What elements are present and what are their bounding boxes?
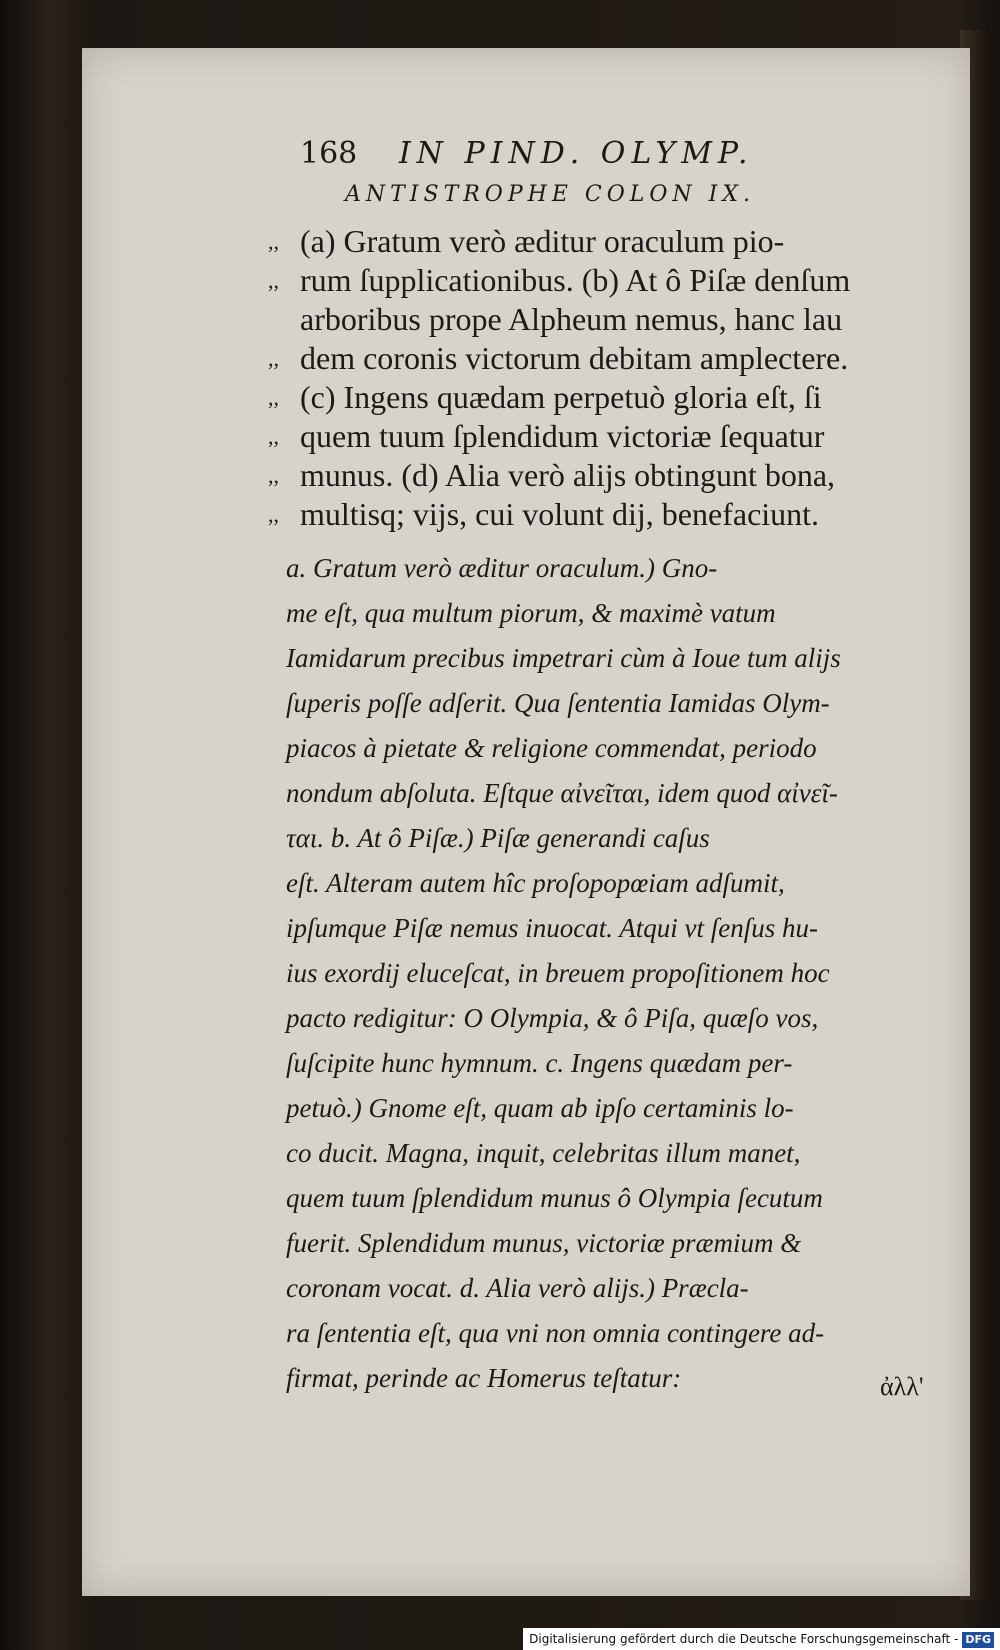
verse-text: (a) Gratum verò æditur oraculum pio-	[300, 223, 785, 259]
quote-mark: ,,	[268, 229, 279, 254]
quote-mark: ,,	[268, 346, 279, 371]
verse-text: dem coronis victorum debitam amplectere.	[300, 340, 849, 376]
verse-line	[268, 417, 948, 456]
verse-line	[268, 495, 948, 534]
quote-mark: ,,	[268, 385, 279, 410]
commentary-line: petuò.) Gnome eſt, quam ab ipſo certaminis lo-	[286, 1093, 794, 1123]
verse-line	[268, 456, 948, 495]
verse-text: arboribus prope Alpheum nemus, hanc lau	[300, 301, 843, 337]
verse-block	[268, 222, 948, 534]
verse-text: quem tuum ſplendidum victoriæ ſequatur	[300, 418, 825, 454]
section-heading: ANTISTROPHE COLON IX.	[345, 182, 755, 207]
verse-text: munus. (d) Alia verò alijs obtingunt bona,	[300, 457, 836, 493]
quote-mark: ,,	[268, 502, 279, 527]
verse-text: rum ſupplicationibus. (b) At ô Piſæ denſum	[300, 262, 851, 298]
commentary-block	[286, 546, 946, 1401]
running-header	[300, 136, 900, 176]
commentary-line: ius exordij eluceſcat, in breuem propoſitionem hoc	[286, 958, 830, 988]
verse-line	[268, 222, 948, 261]
quote-mark: ,,	[268, 463, 279, 488]
running-title: IN PIND. OLYMP.	[398, 136, 754, 171]
commentary-line: a. Gratum verò æditur oraculum.) Gno-	[286, 553, 718, 583]
commentary-line: piacos à pietate & religione commendat, periodo	[286, 733, 817, 763]
commentary-line: fuerit. Splendidum munus, victoriæ præmium &	[286, 1228, 802, 1258]
commentary-line: coronam vocat. d. Alia verò alijs.) Præcla-	[286, 1273, 749, 1303]
commentary-line: pacto redigitur: O Olympia, & ô Piſa, quæſo vos,	[286, 1003, 819, 1033]
verse-line	[268, 300, 948, 339]
commentary-line: ſuſcipite hunc hymnum. c. Ingens quædam per-	[286, 1048, 793, 1078]
dfg-logo-icon: DFG	[962, 1632, 994, 1648]
commentary-line: nondum abſoluta. Eſtque αἰνεῖται, idem quod αἰνεῖ-	[286, 778, 838, 808]
commentary-line: ipſumque Piſæ nemus inuocat. Atqui vt ſenſus hu-	[286, 913, 818, 943]
catchword: ἀλλ'	[880, 1372, 924, 1401]
funding-footer	[523, 1628, 1000, 1650]
commentary-line: ſuperis poſſe adſerit. Qua ſententia Iamidas Olym-	[286, 688, 830, 718]
verse-text: multisq; vijs, cui volunt dij, benefaciunt.	[300, 496, 820, 532]
verse-text: (c) Ingens quædam perpetuò gloria eſt, ſi	[300, 379, 822, 415]
verse-line	[268, 339, 948, 378]
quote-mark: ,,	[268, 424, 279, 449]
verse-line	[268, 378, 948, 417]
footer-text: Digitalisierung gefördert durch die Deutsche Forschungsgemeinschaft -	[529, 1632, 959, 1646]
page-number: 168	[300, 136, 358, 171]
commentary-line: ται. b. At ô Piſæ.) Piſæ generandi caſus	[286, 823, 710, 853]
commentary-line: quem tuum ſplendidum munus ô Olympia ſecutum	[286, 1183, 823, 1213]
commentary-line: firmat, perinde ac Homerus teſtatur:	[286, 1363, 682, 1393]
verse-line	[268, 261, 948, 300]
commentary-line: me eſt, qua multum piorum, & maximè vatum	[286, 598, 776, 628]
commentary-line: ra ſententia eſt, qua vni non omnia contingere ad-	[286, 1318, 825, 1348]
commentary-line: co ducit. Magna, inquit, celebritas illum manet,	[286, 1138, 801, 1168]
commentary-line: Iamidarum precibus impetrari cùm à Ioue tum alijs	[286, 643, 841, 673]
commentary-line: eſt. Alteram autem hîc proſopopœiam adſumit,	[286, 868, 785, 898]
quote-mark: ,,	[268, 268, 279, 293]
